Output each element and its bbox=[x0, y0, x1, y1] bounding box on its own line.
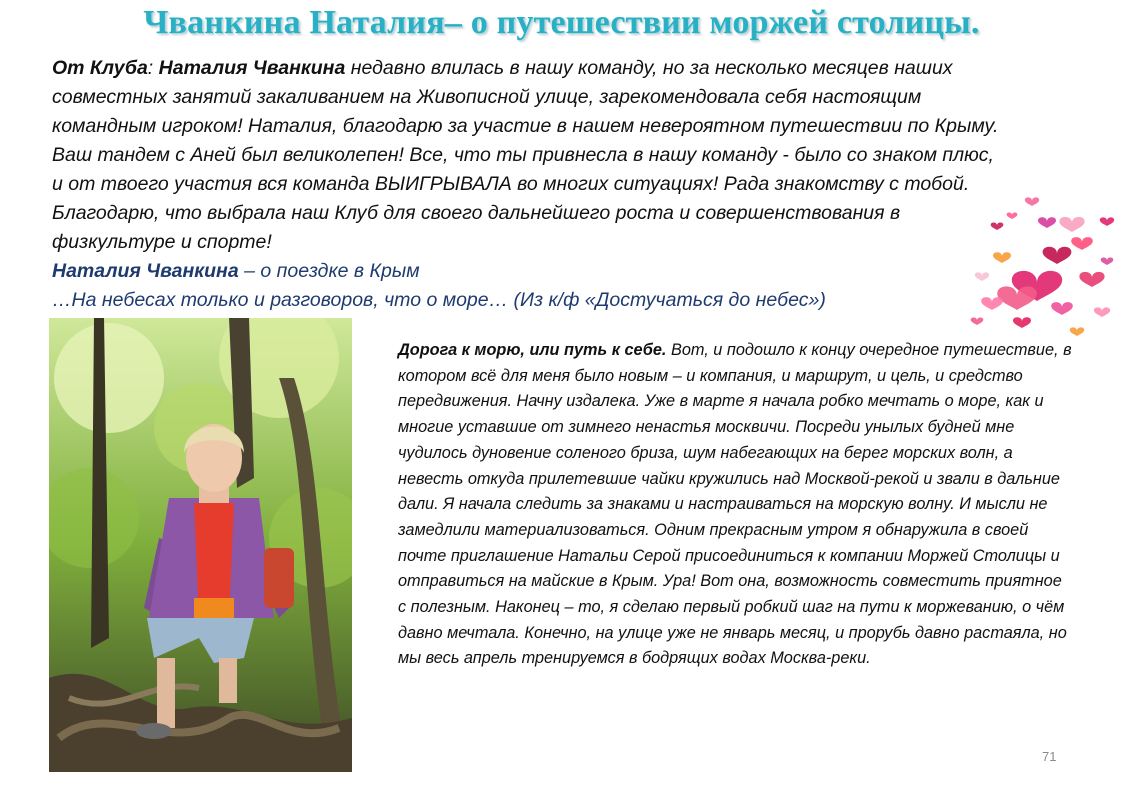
intro-text: недавно влилась в нашу команду, но за несколько месяцев наших совместных занятий закаливанием на Живописной улице, зарекомендовала себя настоящим командным игроком! Наталия, благодарю за участие в нашем невероятном путешествии по Крыму. Ваш тандем с Аней был великолепен! Все, что ты привнесла в нашу команду - было со знаком плюс, и от твоего участия вся команда ВЫИГРЫВАЛА во многих ситуациях! Рада знакомству с тобой. Благодарю, что выбрала наш Клуб для своего дальнейшего роста и совершенствования в физкультуре и спорте! bbox=[52, 57, 999, 253]
forest-photo bbox=[49, 318, 352, 772]
page-title: Чванкина Наталия– о путешествии моржей столицы. bbox=[143, 4, 980, 41]
intro-colon: : bbox=[147, 57, 159, 79]
heart-shape bbox=[981, 297, 1003, 310]
author-line bbox=[52, 260, 420, 282]
heart-shape bbox=[1079, 272, 1104, 287]
story-text: Вот, и подошло к концу очередное путешествие, в котором всё для меня было новым – и компания, и маршрут, и цель, и средство передвижения. Начну издалека. Уже в марте я начала робко мечтать о море, как и многие уставшие от зимнего ненастья москвичи. Посреди унылых будней мне чудилось дуновение соленого бриза, шум набегающих на берег морских волн, а невесть откуда прилетевшие чайки кружились над Москвой-рекой и звали в дальние дали. Я начала следить за знаками и настраиваться на морскую волну. И мысли не замедлили материализоваться. Одним прекрасным утром я обнаружила в своей почте приглашение Натальи Серой присоединиться к компании Моржей Столицы и отправиться на майские в Крым. Ура! Вот она, возможность совместить приятное с полезным. Наконец – то, я сделаю первый робкий шаг на пути к моржеванию, о чём давно мечтала. Конечно, на улице уже не январь месяц, и прорубь давно растаяла, но мы весь апрель тренируемся в бодрящих водах Москва-реки. bbox=[398, 341, 1072, 668]
heart-shape bbox=[1094, 307, 1110, 317]
heart-shape bbox=[1101, 257, 1114, 265]
hearts-decoration bbox=[962, 178, 1122, 348]
heart-shape bbox=[991, 222, 1004, 230]
heart-shape bbox=[1059, 217, 1084, 232]
author-name: Наталия Чванкина bbox=[52, 260, 239, 282]
heart-shape bbox=[1025, 197, 1039, 206]
heart-shape bbox=[1038, 217, 1056, 228]
heart-shape bbox=[993, 252, 1011, 263]
film-quote: …На небесах только и разговоров, что о море… (Из к/ф «Достучаться до небес») bbox=[52, 289, 826, 311]
heart-shape bbox=[1051, 302, 1073, 315]
club-intro bbox=[52, 54, 1007, 315]
heart-shape bbox=[975, 272, 989, 281]
from-club-label: От Клуба bbox=[52, 57, 148, 79]
heart-shape bbox=[997, 286, 1037, 310]
heart-shape bbox=[1007, 213, 1018, 219]
author-subtitle: – о поездке в Крым bbox=[238, 260, 420, 282]
page-number: 71 bbox=[1042, 749, 1057, 764]
heart-shape bbox=[1070, 327, 1084, 336]
heart-shape bbox=[1100, 217, 1114, 226]
story-lead: Дорога к морю, или путь к себе. bbox=[398, 341, 667, 359]
member-name: Наталия Чванкина bbox=[158, 57, 346, 79]
heart-shape bbox=[1043, 247, 1072, 264]
travel-story bbox=[398, 338, 1073, 672]
heart-shape bbox=[1071, 237, 1093, 250]
heart-shape bbox=[971, 317, 984, 325]
heart-shape bbox=[1013, 317, 1031, 328]
